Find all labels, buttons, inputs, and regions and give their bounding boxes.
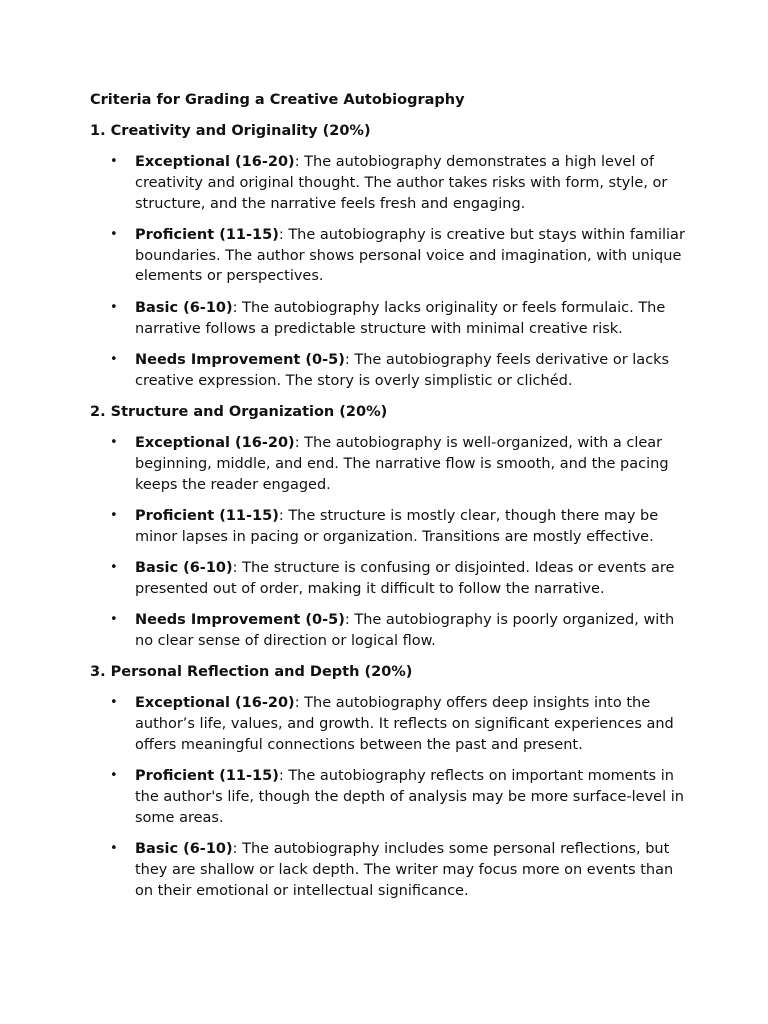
bullet-icon: • [110,612,118,628]
section-heading-reflection: 3. Personal Reflection and Depth (20%) [90,664,413,681]
level-description: : The autobiography includes some personal reflections, but they are shallow or lack depth. The writer may focus more on events than on their emotional or intellectual significance. [135,840,674,899]
section-heading-creativity: 1. Creativity and Originality (20%) [90,123,371,139]
bullet-icon: • [110,434,118,450]
bullet-icon: • [110,154,118,169]
level-label: Proficient (11-15) [135,226,279,243]
criteria-list-creativity [90,152,690,391]
list-item [90,839,690,901]
level-description: : The autobiography is well-organized, with a clear beginning, middle, and end. The narrative flow is smooth, and the pacing keeps the reader engaged. [135,434,669,493]
list-item [90,506,690,548]
level-label: Needs Improvement (0-5) [135,612,345,629]
list-item [90,766,690,828]
bullet-icon: • [110,559,118,575]
level-description: : The structure is confusing or disjointed. Ideas or events are presented out of order, making it difficult to follow the narrative. [135,559,675,597]
level-label: Exceptional (16-20) [135,695,295,712]
level-description: : The autobiography offers deep insights into the author’s life, values, and growth. It reflects on significant experiences and offers meaningful connections between the past and present. [135,695,674,753]
level-label: Basic (6-10) [135,840,233,857]
level-description: : The autobiography feels derivative or lacks creative expression. The story is overly simplistic or clichéd. [135,351,670,389]
level-label: Exceptional (16-20) [135,434,295,451]
level-label: Basic (6-10) [135,299,233,316]
list-item [90,433,690,495]
level-description: : The autobiography is creative but stays within familiar boundaries. The author shows personal voice and imagination, with unique elements or perspectives. [135,226,685,285]
level-label: Proficient (11-15) [135,507,279,524]
list-item [90,610,690,652]
level-label: Proficient (11-15) [135,768,279,785]
list-item [90,350,690,392]
level-label: Exceptional (16-20) [135,154,295,170]
level-description: : The autobiography lacks originality or feels formulaic. The narrative follows a predictable structure with minimal creative risk. [135,299,666,337]
list-item [90,225,690,287]
bullet-icon: • [110,299,118,315]
list-item [90,152,690,214]
list-item [90,558,690,600]
level-description: : The structure is mostly clear, though there may be minor lapses in pacing or organization. Transitions are mostly effective. [135,507,659,545]
list-item [90,693,690,755]
level-description: : The autobiography reflects on important moments in the author's life, though the depth of analysis may be more surface-level in some areas. [135,768,684,826]
criteria-list-structure [90,433,690,652]
bullet-icon: • [110,507,118,523]
level-description: : The autobiography demonstrates a high level of creativity and original thought. The author takes risks with form, style, or structure, and the narrative feels fresh and engaging. [135,154,668,212]
document-page [90,90,690,912]
level-description: : The autobiography is poorly organized, with no clear sense of direction or logical flow. [135,612,675,649]
section-heading-structure: 2. Structure and Organization (20%) [90,403,388,420]
document-title: Criteria for Grading a Creative Autobiography [90,92,465,108]
list-item [90,298,690,340]
bullet-icon: • [110,768,118,784]
level-label: Needs Improvement (0-5) [135,351,345,368]
level-label: Basic (6-10) [135,559,233,576]
bullet-icon: • [110,226,118,242]
bullet-icon: • [110,351,118,367]
criteria-list-reflection [90,693,690,901]
bullet-icon: • [110,695,118,711]
bullet-icon: • [110,840,118,856]
